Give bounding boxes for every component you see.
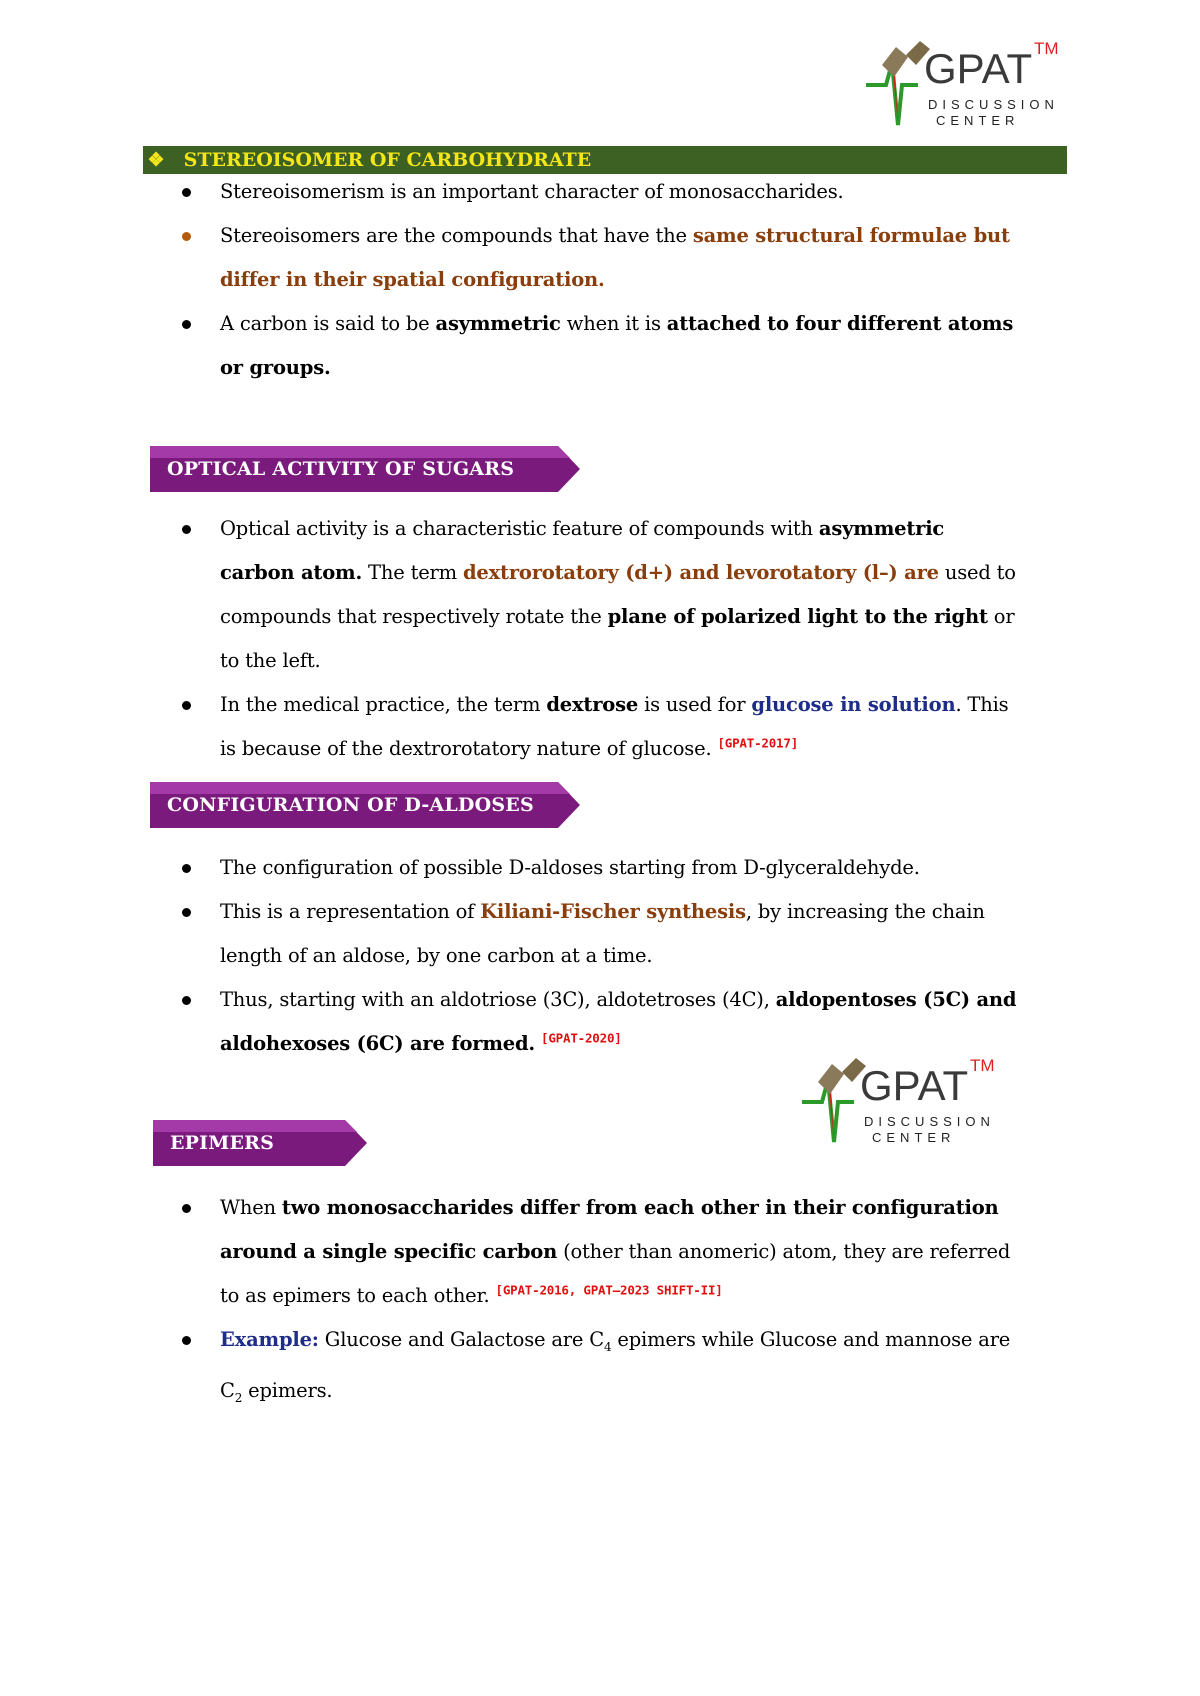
bullet-text: or (987, 605, 1015, 628)
logo-line2: CENTER (872, 1130, 956, 1145)
list-item (182, 683, 1082, 771)
bold-text: aldopentoses (5C) and (775, 988, 1017, 1011)
bullet-text: Thus, starting with an aldotriose (3C), aldotetroses (4C), (220, 988, 776, 1011)
logo-line2: CENTER (936, 113, 1020, 128)
list-item (182, 214, 1082, 302)
bullet-text: compounds that respectively rotate the (220, 605, 608, 628)
bullet-icon (182, 864, 191, 873)
bullet-text: to as epimers to each other. (220, 1284, 496, 1307)
logo-line1: DISCUSSION (864, 1114, 995, 1129)
header-title: STEREOISOMER OF CARBOHYDRATE (183, 149, 592, 171)
bullet-text: When (220, 1196, 282, 1219)
gpat-logo-middle (798, 1052, 1008, 1157)
section-title: EPIMERS (170, 1132, 275, 1154)
bullet-text: Stereoisomers are the compounds that have the (220, 224, 693, 247)
bold-text: plane of polarized light to the right (607, 605, 988, 628)
bullet-text: is because of the dextrorotatory nature of glucose. (220, 737, 718, 760)
bullet-icon (182, 320, 191, 329)
bullet-text: used to (938, 561, 1016, 584)
bold-text: or groups. (220, 356, 331, 379)
bullet-text: epimers. (242, 1378, 333, 1402)
bullet-icon (182, 1204, 191, 1213)
highlight-text: differ in their spatial configuration. (220, 268, 605, 291)
bullet-icon (182, 188, 191, 197)
bullet-text: . This (955, 693, 1009, 716)
list-item (182, 890, 1082, 978)
bold-text: two monosaccharides differ from each other in their configuration (281, 1196, 999, 1219)
list-item (182, 1318, 1082, 1406)
bullet-text: The term (362, 561, 463, 584)
bullet-icon (182, 701, 191, 710)
list-item (182, 170, 1082, 214)
logo-word: GPAT (924, 45, 1033, 92)
logo-tm: TM (970, 1056, 995, 1075)
exam-reference: [GPAT-2016, GPAT–2023 SHIFT-II] (495, 1282, 723, 1298)
bold-text: asymmetric (818, 517, 945, 540)
bullet-icon (182, 525, 191, 534)
bullet-icon (182, 996, 191, 1005)
logo-line1: DISCUSSION (928, 97, 1059, 112)
bold-text: aldohexoses (6C) are formed. (220, 1032, 536, 1055)
list-item (182, 302, 1082, 390)
bold-text: carbon atom. (220, 561, 363, 584)
section-title: CONFIGURATION OF D-ALDOSES (167, 794, 534, 816)
gpat-logo-top (862, 35, 1072, 140)
highlight-text: dextrorotatory (d+) and levorotatory (l–) are (462, 561, 939, 584)
bullet-text: epimers while Glucose and mannose are (611, 1328, 1011, 1351)
bold-text: attached to four different atoms (666, 312, 1014, 335)
bullet-text: to the left. (220, 649, 321, 672)
section-tab-configuration (150, 782, 582, 828)
bullet-icon (182, 232, 191, 241)
bullet-text: (other than anomeric) atom, they are referred (557, 1240, 1011, 1263)
highlight-text: Kiliani-Fischer synthesis (480, 900, 746, 923)
subscript: 4 (603, 1339, 612, 1354)
bullet-text: , by increasing the chain (745, 900, 985, 923)
highlight-text: same structural formulae but (692, 224, 1010, 247)
bullet-text: Stereoisomerism is an important character of monosaccharides. (220, 180, 844, 203)
section-title: OPTICAL ACTIVITY OF SUGARS (167, 458, 515, 480)
exam-reference: [GPAT-2017] (717, 735, 799, 751)
bullet-text: This is a representation of (220, 900, 481, 923)
logo-word: GPAT (860, 1062, 969, 1109)
bullet-text: C (220, 1378, 235, 1402)
list-item (182, 1186, 1082, 1318)
section-tab-epimers (153, 1120, 369, 1166)
bullet-text: In the medical practice, the term (220, 693, 547, 716)
logo-tm: TM (1034, 39, 1059, 58)
bullet-text: Glucose and Galactose are C (318, 1328, 604, 1351)
bold-text: asymmetric (435, 312, 561, 335)
diamond-bullet-icon: ❖ (147, 149, 165, 171)
list-item (182, 846, 1082, 890)
highlight-text: Example: (220, 1328, 319, 1351)
subscript: 2 (234, 1390, 243, 1405)
highlight-text: glucose in solution (751, 693, 956, 716)
bold-text: around a single specific carbon (220, 1240, 558, 1263)
bullet-text: The configuration of possible D-aldoses starting from D-glyceraldehyde. (220, 856, 920, 879)
bullet-text: Optical activity is a characteristic feature of compounds with (220, 517, 819, 540)
bullet-text: A carbon is said to be (220, 312, 436, 335)
bullet-icon (182, 1336, 191, 1345)
bullet-text: length of an aldose, by one carbon at a time. (220, 944, 653, 967)
list-item (182, 507, 1082, 683)
exam-reference: [GPAT-2020] (541, 1030, 622, 1046)
bold-text: dextrose (546, 693, 639, 716)
bullet-icon (182, 908, 191, 917)
bullet-text: when it is (560, 312, 667, 335)
bullet-text: is used for (638, 693, 752, 716)
section-tab-optical (150, 446, 582, 492)
